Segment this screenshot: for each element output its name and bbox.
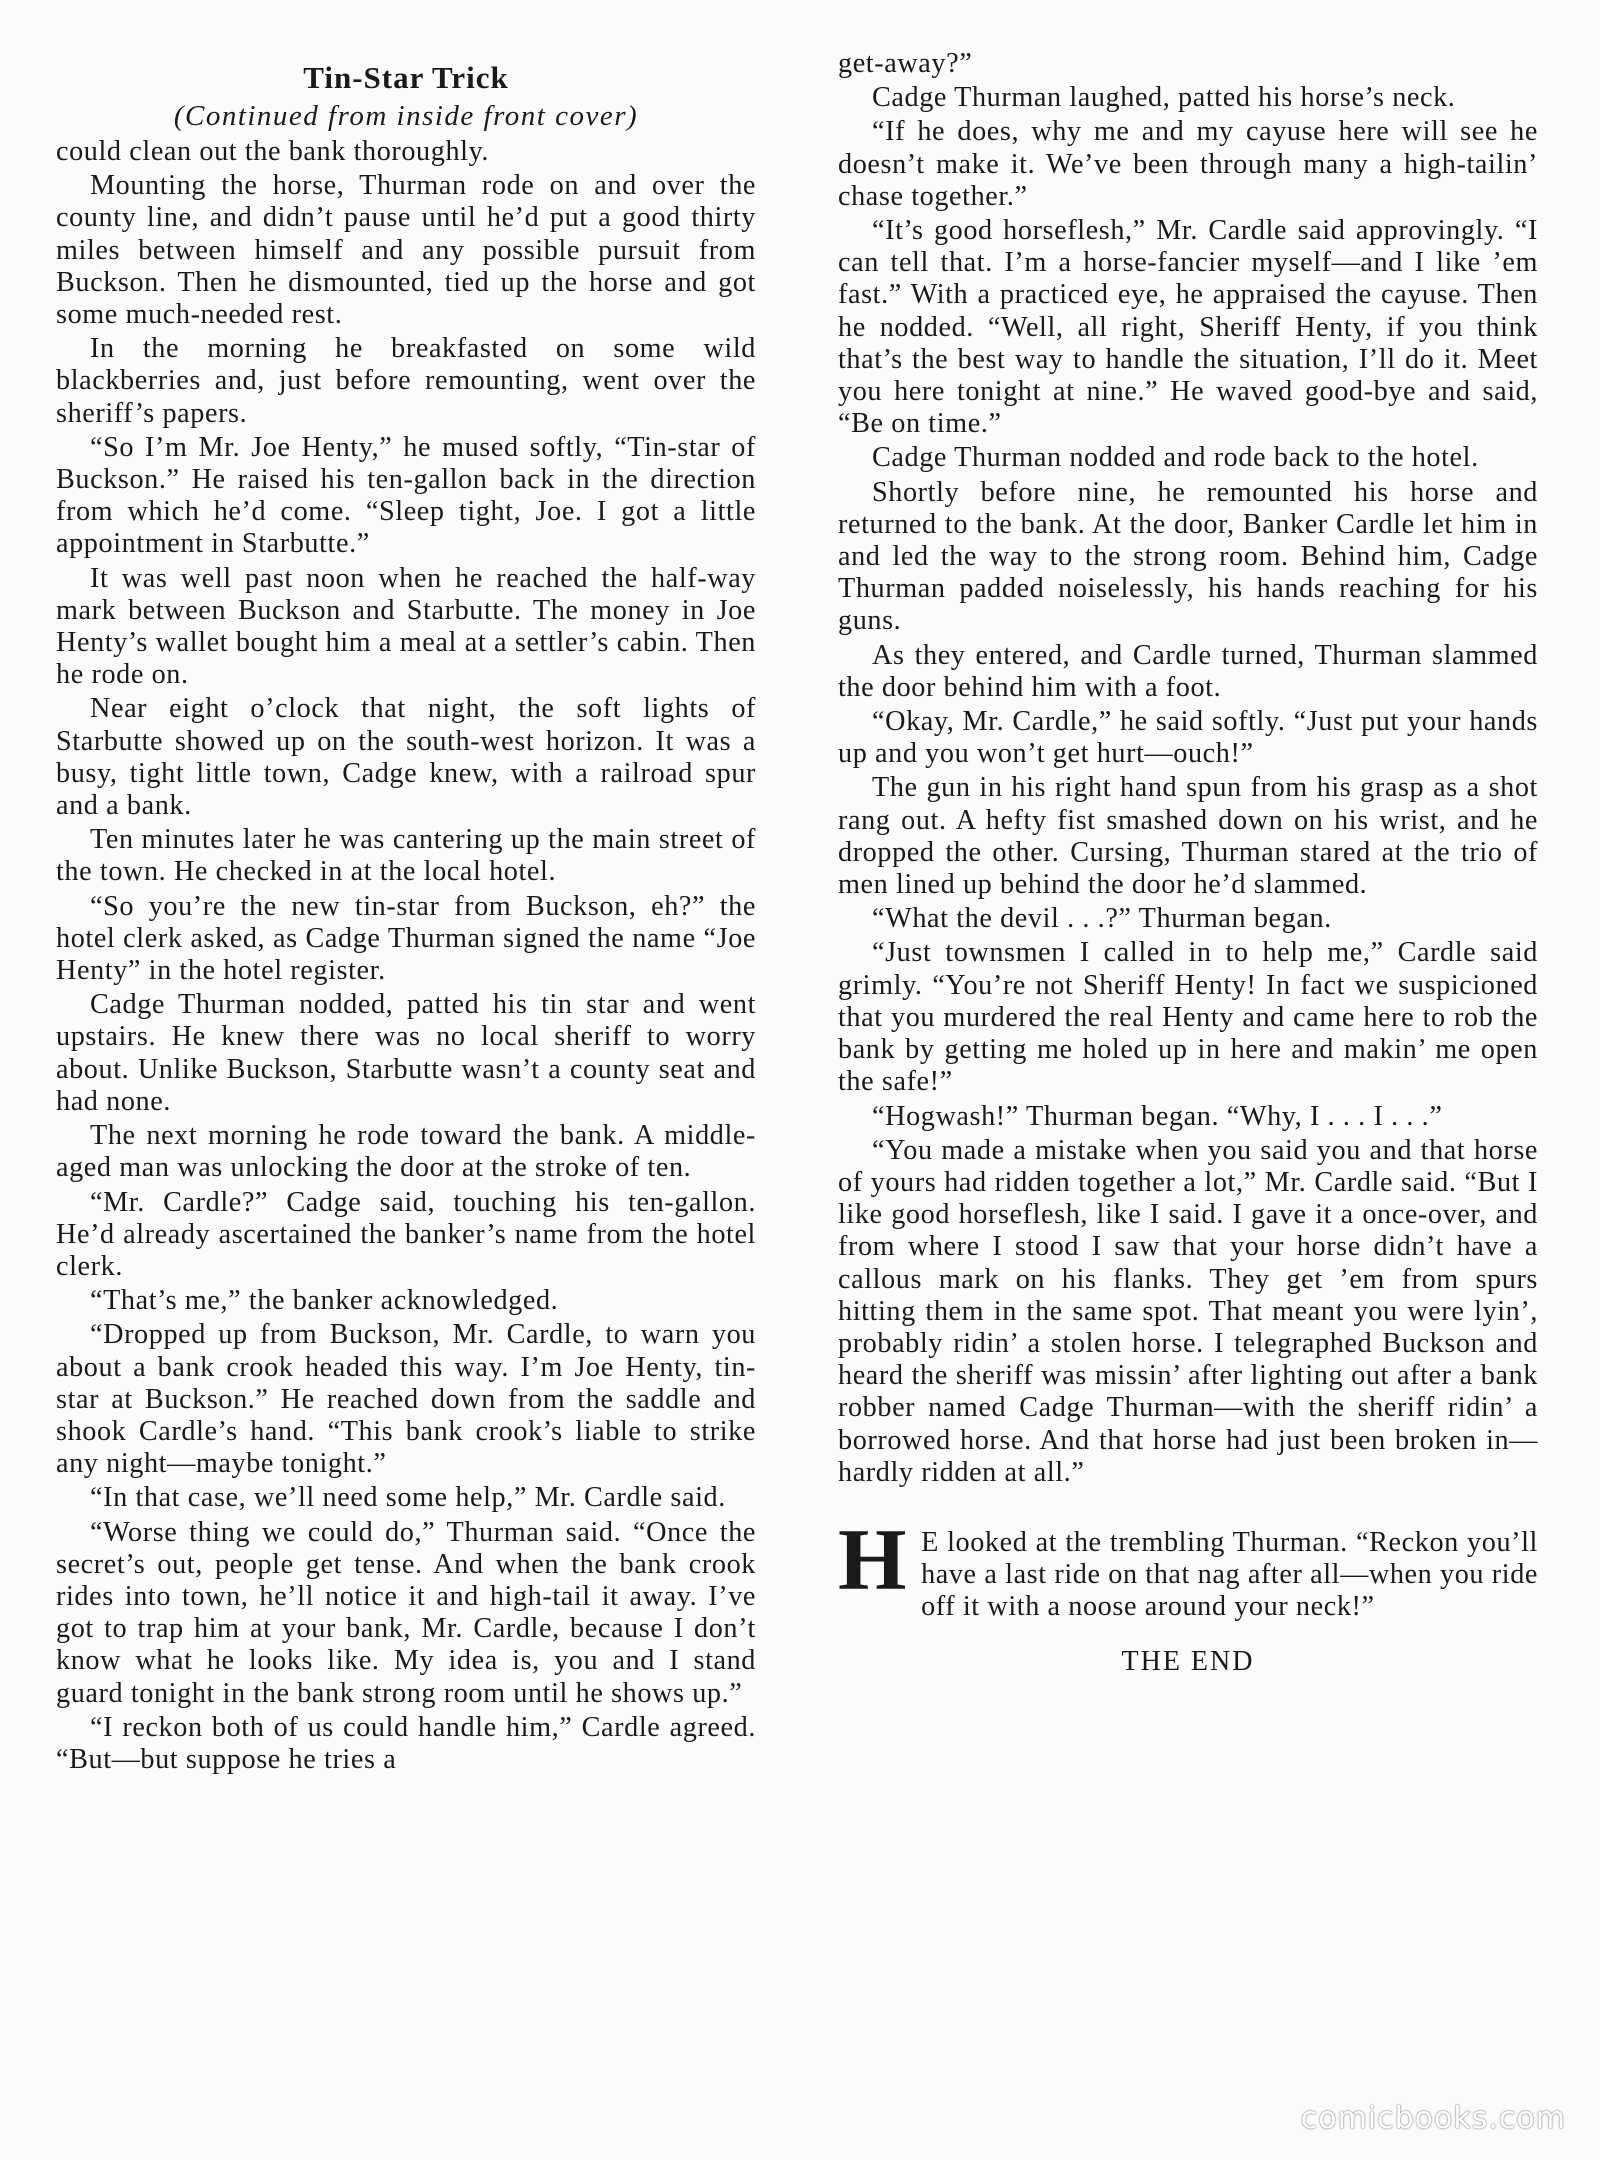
paragraph: “It’s good horseflesh,” Mr. Cardle said approvingly. “I can tell that. I’m a horse-fancier myself—and I like ’em fast.” With a practiced eye, he appraised the cayuse. Then he nodded. “Well, all right, Sheriff Henty, if you think that’s the best way to handle the situation, I’ll do it. Meet you here tonight at nine.” He waved good-bye and said, “Be on time.” xyxy=(838,215,1538,440)
the-end: THE END xyxy=(1121,1645,1255,1677)
right-column xyxy=(838,48,1538,1678)
paragraph: Cadge Thurman laughed, patted his horse’s neck. xyxy=(872,82,1456,114)
paragraph: As they entered, and Cardle turned, Thurman slammed the door behind him with a foot. xyxy=(838,639,1538,703)
story-title: Tin-Star Trick xyxy=(303,60,509,95)
story-subtitle: (Continued from inside front cover) xyxy=(173,100,639,132)
drop-cap: H xyxy=(838,1511,908,1609)
paragraph: “So I’m Mr. Joe Henty,” he mused softly, “Tin-star of Buckson.” He raised his ten-gallon back in the direction from which he’d come. “Sleep tight, Joe. I got a little appointment in Starbutte.” xyxy=(56,431,756,560)
watermark: comicbooks.com xyxy=(1300,2101,1566,2136)
paragraph: could clean out the bank thoroughly. xyxy=(56,136,490,167)
final-paragraph xyxy=(838,1511,1538,1624)
paragraph: “Just townsmen I called in to help me,” Cardle said grimly. “You’re not Sheriff Henty! In fact we suspicioned that you murdered the real Henty and came here to rob the bank by getting me holed up in here and makin’ me open the safe!” xyxy=(838,937,1538,1098)
paragraph: The next morning he rode toward the bank. A middle-aged man was unlocking the door at the stroke of ten. xyxy=(56,1120,756,1184)
paragraph: Ten minutes later he was cantering up the main street of the town. He checked in at the local hotel. xyxy=(56,824,756,888)
paragraph: “I reckon both of us could handle him,” Cardle agreed. “But—but suppose he tries a xyxy=(56,1711,756,1775)
paragraph: “You made a mistake when you said you and that horse of yours had ridden together a lot,” Mr. Cardle said. “But I like good horseflesh, like I said. I gave it a once-over, and from where I stood I saw that your horse didn’t have a callous mark on his flanks. They get ’em from spurs hitting them in the same spot. That meant you were lyin’, probably ridin’ a stolen horse. I telegraphed Buckson and heard the sheriff was missin’ after lighting out after a bank robber named Cadge Thurman—with the sheriff ridin’ a borrowed horse. And that horse had just been broken in—hardly ridden at all.” xyxy=(838,1134,1538,1488)
final-paragraph-text: E looked at the trembling Thurman. “Reckon you’ll have a last ride on that nag after all—when you ride off it with a noose around your neck!” xyxy=(921,1526,1538,1623)
paragraph: “If he does, why me and my cayuse here will see he doesn’t make it. We’ve been through many a high-tailin’ chase together.” xyxy=(838,116,1538,212)
left-column xyxy=(56,48,756,1778)
paragraph: “What the devil . . .?” Thurman began. xyxy=(872,903,1332,935)
paragraph: Mounting the horse, Thurman rode on and over the county line, and didn’t pause until he’d put a good thirty miles between himself and any possible pursuit from Buckson. Then he dismounted, tied up the horse and got some much-needed rest. xyxy=(56,170,756,331)
paragraph: “In that case, we’ll need some help,” Mr. Cardle said. xyxy=(90,1482,726,1514)
paragraph: The gun in his right hand spun from his grasp as a shot rang out. A hefty fist smashed down on his wrist, and he dropped the other. Cursing, Thurman stared at the trio of men lined up behind the door he’d slammed. xyxy=(838,772,1538,901)
paragraph: “Okay, Mr. Cardle,” he said softly. “Just put your hands up and you won’t get hurt—ouch!” xyxy=(838,706,1538,770)
paragraph: Shortly before nine, he remounted his horse and returned to the bank. At the door, Banker Cardle let him in and led the way to the strong room. Behind him, Cadge Thurman padded noiselessly, his hands reaching for his guns. xyxy=(838,476,1538,637)
paragraph: “Mr. Cardle?” Cadge said, touching his ten-gallon. He’d already ascertained the banker’s name from the hotel clerk. xyxy=(56,1186,756,1282)
paragraph: get-away?” xyxy=(838,48,973,79)
paragraph: In the morning he breakfasted on some wild blackberries and, just before remounting, went over the sheriff’s papers. xyxy=(56,333,756,429)
paragraph: “That’s me,” the banker acknowledged. xyxy=(90,1285,559,1317)
paragraph: Cadge Thurman nodded and rode back to the hotel. xyxy=(872,442,1479,474)
paragraph: “So you’re the new tin-star from Buckson, eh?” the hotel clerk asked, as Cadge Thurman signed the name “Joe Henty” in the hotel register. xyxy=(56,890,756,987)
paragraph: Near eight o’clock that night, the soft lights of Starbutte showed up on the south-west horizon. It was a busy, tight little town, Cadge knew, with a railroad spur and a bank. xyxy=(56,693,756,822)
paragraph: “Hogwash!” Thurman began. “Why, I . . . I . . .” xyxy=(872,1100,1443,1132)
paragraph: It was well past noon when he reached the half-way mark between Buckson and Starbutte. The money in Joe Henty’s wallet bought him a meal at a settler’s cabin. Then he rode on. xyxy=(56,562,756,691)
paragraph: “Dropped up from Buckson, Mr. Cardle, to warn you about a bank crook headed this way. I’m Joe Henty, tin-star at Buckson.” He reached down from the saddle and shook Cardle’s hand. “This bank crook’s liable to strike any night—maybe tonight.” xyxy=(56,1319,756,1480)
paragraph: Cadge Thurman nodded, patted his tin star and went upstairs. He knew there was no local sheriff to worry about. Unlike Buckson, Starbutte wasn’t a county seat and had none. xyxy=(56,989,756,1117)
paragraph: “Worse thing we could do,” Thurman said. “Once the secret’s out, people get tense. And when the bank crook rides into town, he’ll notice it and high-tail it away. I’ve got to trap him at your bank, Mr. Cardle, because I don’t know what he looks like. My idea is, you and I stand guard tonight in the bank strong room until he shows up.” xyxy=(56,1516,756,1709)
